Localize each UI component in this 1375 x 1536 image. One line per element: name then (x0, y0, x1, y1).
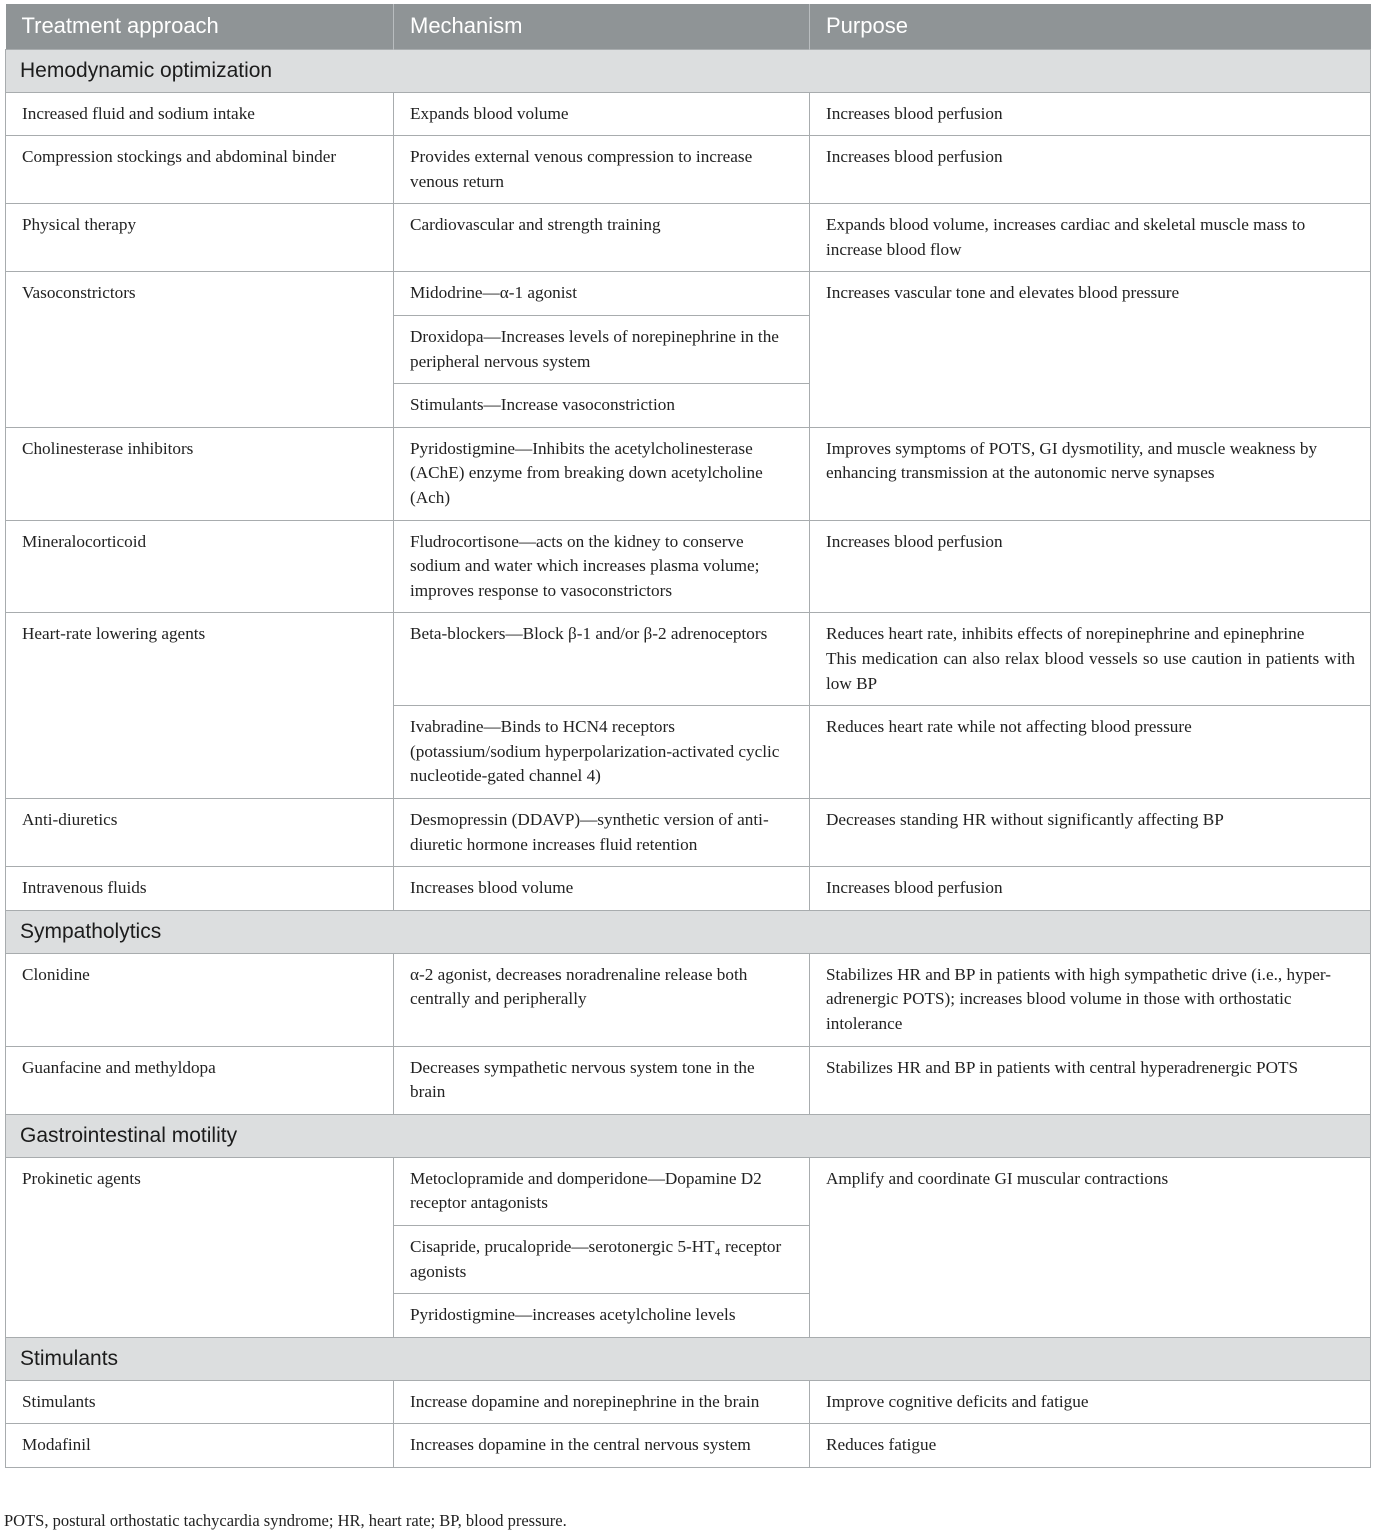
purpose-text: This medication can also relax blood vessels so use caution in patients with low BP (826, 649, 1355, 693)
treatment-approach-cell: Compression stockings and abdominal binder (6, 136, 394, 204)
section-title: Sympatholytics (6, 910, 1371, 953)
purpose-cell (810, 798, 1371, 866)
purpose-text: Reduces heart rate while not affecting blood pressure (826, 717, 1192, 737)
mechanism-cell: Beta-blockers—Block β-1 and/or β-2 adrenoceptors (394, 613, 810, 706)
mechanism-cell: Cisapride, prucalopride—serotonergic 5-HT₄ receptor agonists (394, 1225, 810, 1293)
mechanism-cell: Ivabradine—Binds to HCN4 receptors (potassium/sodium hyperpolarization-activated cyclic nucleotide-gated channel 4) (394, 706, 810, 799)
purpose-text: Increases blood perfusion (826, 103, 1003, 123)
treatment-approach-cell: Clonidine (6, 953, 394, 1046)
purpose-cell (810, 520, 1371, 613)
purpose-cell (810, 1380, 1371, 1424)
purpose-cell (810, 1424, 1371, 1468)
treatment-approach-cell: Vasoconstrictors (6, 272, 394, 427)
mechanism-cell: Pyridostigmine—increases acetylcholine levels (394, 1294, 810, 1338)
section-row (6, 1114, 1371, 1157)
table-row (6, 92, 1371, 136)
purpose-text: Stabilizes HR and BP in patients with high sympathetic drive (i.e., hyper-adrenergic POTS); increases blood volume in those with orthostatic intolerance (826, 964, 1332, 1033)
mechanism-cell: Fludrocortisone—acts on the kidney to conserve sodium and water which increases plasma volume; improves response to vasoconstrictors (394, 520, 810, 613)
purpose-cell (810, 706, 1371, 799)
table-body (6, 49, 1371, 1467)
treatment-approach-cell: Mineralocorticoid (6, 520, 394, 613)
table-row (6, 867, 1371, 911)
mechanism-cell: Cardiovascular and strength training (394, 204, 810, 272)
treatment-approach-cell: Stimulants (6, 1380, 394, 1424)
purpose-cell (810, 867, 1371, 911)
purpose-cell (810, 136, 1371, 204)
treatment-approach-cell: Increased fluid and sodium intake (6, 92, 394, 136)
section-row (6, 910, 1371, 953)
mechanism-cell: Decreases sympathetic nervous system tone in the brain (394, 1046, 810, 1114)
purpose-cell (810, 272, 1371, 427)
purpose-cell (810, 953, 1371, 1046)
treatment-approach-cell: Intravenous fluids (6, 867, 394, 911)
treatment-approach-cell: Heart-rate lowering agents (6, 613, 394, 799)
header-treatment-approach: Treatment approach (6, 4, 394, 49)
purpose-text: Decreases standing HR without significantly affecting BP (826, 809, 1224, 829)
treatment-table (5, 4, 1371, 1468)
table-row (6, 1046, 1371, 1114)
treatment-approach-cell: Anti-diuretics (6, 798, 394, 866)
purpose-text: Stabilizes HR and BP in patients with central hyperadrenergic POTS (826, 1057, 1299, 1077)
table-row (6, 1157, 1371, 1225)
treatment-approach-cell: Guanfacine and methyldopa (6, 1046, 394, 1114)
purpose-cell (810, 613, 1371, 706)
treatment-approach-cell: Cholinesterase inhibitors (6, 427, 394, 520)
purpose-text: Increases blood perfusion (826, 147, 1003, 167)
mechanism-cell: Provides external venous compression to increase venous return (394, 136, 810, 204)
mechanism-cell: Desmopressin (DDAVP)—synthetic version of anti-diuretic hormone increases fluid retention (394, 798, 810, 866)
section-title: Hemodynamic optimization (6, 49, 1371, 92)
mechanism-cell: Pyridostigmine—Inhibits the acetylcholinesterase (AChE) enzyme from breaking down acetylcholine (Ach) (394, 427, 810, 520)
purpose-text: Reduces heart rate, inhibits effects of norepinephrine and epinephrine (826, 624, 1305, 644)
table-row (6, 204, 1371, 272)
mechanism-cell: Stimulants—Increase vasoconstriction (394, 384, 810, 428)
purpose-cell (810, 1046, 1371, 1114)
table-header (6, 4, 1371, 49)
purpose-text: Improve cognitive deficits and fatigue (826, 1391, 1089, 1411)
mechanism-cell: Increases dopamine in the central nervous system (394, 1424, 810, 1468)
section-title: Stimulants (6, 1337, 1371, 1380)
table-row (6, 136, 1371, 204)
mechanism-cell: Metoclopramide and domperidone—Dopamine D2 receptor antagonists (394, 1157, 810, 1225)
purpose-cell (810, 427, 1371, 520)
table-row (6, 427, 1371, 520)
purpose-text: Improves symptoms of POTS, GI dysmotility, and muscle weakness by enhancing transmission at the autonomic nerve synapses (826, 438, 1318, 483)
table-row (6, 272, 1371, 316)
treatment-approach-cell: Prokinetic agents (6, 1157, 394, 1337)
purpose-text: Increases vascular tone and elevates blood pressure (826, 283, 1180, 303)
table-row (6, 953, 1371, 1046)
header-row (6, 4, 1371, 49)
section-title: Gastrointestinal motility (6, 1114, 1371, 1157)
purpose-text: Expands blood volume, increases cardiac and skeletal muscle mass to increase blood flow (826, 215, 1306, 259)
purpose-text: Increases blood perfusion (826, 878, 1003, 898)
purpose-cell (810, 92, 1371, 136)
mechanism-cell: Expands blood volume (394, 92, 810, 136)
section-row (6, 1337, 1371, 1380)
purpose-cell (810, 1157, 1371, 1337)
mechanism-cell: α-2 agonist, decreases noradrenaline release both centrally and peripherally (394, 953, 810, 1046)
mechanism-cell: Midodrine—α-1 agonist (394, 272, 810, 316)
header-mechanism: Mechanism (394, 4, 810, 49)
section-row (6, 49, 1371, 92)
treatment-approach-cell: Modafinil (6, 1424, 394, 1468)
header-purpose: Purpose (810, 4, 1371, 49)
table-row (6, 520, 1371, 613)
purpose-text: Amplify and coordinate GI muscular contractions (826, 1168, 1169, 1188)
treatment-approach-cell: Physical therapy (6, 204, 394, 272)
mechanism-cell: Increase dopamine and norepinephrine in the brain (394, 1380, 810, 1424)
purpose-cell (810, 204, 1371, 272)
table-row (6, 1424, 1371, 1468)
table-row (6, 1380, 1371, 1424)
table-row (6, 613, 1371, 706)
purpose-text: Reduces fatigue (826, 1435, 937, 1455)
mechanism-cell: Droxidopa—Increases levels of norepinephrine in the peripheral nervous system (394, 316, 810, 384)
table-row (6, 798, 1371, 866)
table-footnote: POTS, postural orthostatic tachycardia syndrome; HR, heart rate; BP, blood pressure. (4, 1511, 567, 1530)
purpose-text: Increases blood perfusion (826, 531, 1003, 551)
mechanism-cell: Increases blood volume (394, 867, 810, 911)
